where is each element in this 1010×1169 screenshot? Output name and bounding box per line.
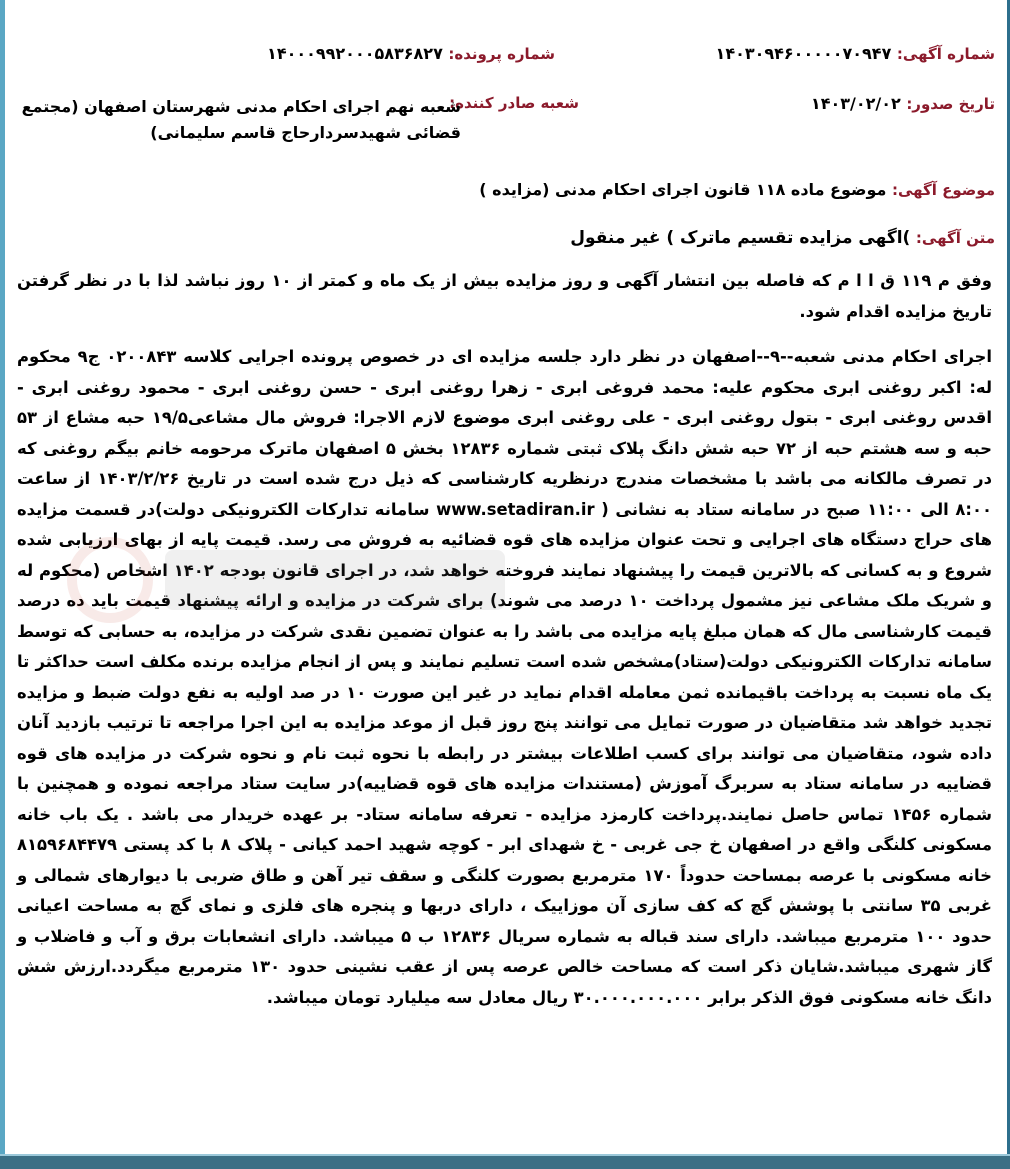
- issuing-branch-label: شعبه صادر کننده:: [449, 94, 579, 112]
- case-number-label: شماره پرونده:: [448, 45, 555, 63]
- issue-date-value: ۱۴۰۳/۰۲/۰۲: [810, 94, 901, 113]
- issuing-branch: [21, 94, 579, 154]
- subject-value: موضوع ماده ۱۱۸ قانون اجرای احکام مدنی (مزایده ): [479, 180, 887, 199]
- window-bottom-bar: [0, 1154, 1010, 1169]
- ad-number: [716, 44, 995, 63]
- subject-label: موضوع آگهی:: [891, 181, 995, 199]
- ad-text-value: )اگهی مزایده تقسیم ماترک ) غیر منقول: [570, 228, 911, 248]
- subject: [479, 180, 995, 199]
- case-number-value: ۱۴۰۰۰۹۹۲۰۰۰۵۸۳۶۸۲۷: [267, 44, 443, 63]
- ad-number-label: شماره آگهی:: [896, 45, 995, 63]
- ad-document: [5, 0, 1007, 1154]
- paragraph-notice: وفق م ۱۱۹ ق ا ا م که فاصله بین انتشار آگهی و روز مزایده بیش از یک ماه و کمتر از ۱۰ روز نباشد لذا با در نظر گرفتن تاریخ مزایده اقدام شود.: [17, 271, 992, 321]
- ad-number-value: ۱۴۰۳۰۹۴۶۰۰۰۰۰۷۰۹۴۷: [715, 44, 892, 63]
- ad-text: [570, 228, 995, 248]
- paragraph-auction-details: اجرای احکام مدنی شعبه--۹--اصفهان در نظر دارد جلسه مزایده ای در خصوص پرونده اجرایی کلاسه ۰۲۰۰۸۴۳ ج۹ محکوم له: اکبر روغنی ابری محکوم علیه: محمد فروغی ابری - زهرا روغنی ابری - حسن روغنی ابری - محمود روغنی ابری - اقدس روغنی ابری - بتول روغنی ابری - علی روغنی ابری موضوع لازم الاجرا: فروش مال مشاعی۱۹/۵ حبه مشاع از ۵۳ حبه و سه هشتم حبه از ۷۲ حبه شش دانگ پلاک ثبتی شماره ۱۲۸۳۶ بخش ۵ اصفهان ماترک مرحومه خانم بیگم روغنی که در تصرف مالکانه می باشد با مشخصات مندرج درنظریه کارشناسی که ذیل درج شده است در تاریخ ۱۴۰۳/۲/۲۶ از ساعت ۸:۰۰ الی ۱۱:۰۰ صبح در سامانه ستاد به نشانی ( www.setadiran.ir سامانه تدارکات الکترونیکی دولت)در قسمت مزایده های حراج دستگاه های اجرایی و تحت عنوان مزایده های قوه قضائیه به فروش می رسد. قیمت پایه از بهای ارزیابی شده شروع و به کسانی که بالاترین قیمت را پیشنهاد نمایند فروخته خواهد شد، در اجرای قانون بودجه ۱۴۰۲ اشخاص (محکوم له و شریک ملک مشاعی نیز مشمول پرداخت ۱۰ درصد می شوند) برای شرکت در مزایده و ارائه پیشنهاد قیمت باید ده درصد قیمت کارشناسی مال که همان مبلغ پایه مزایده می باشد را به عنوان تضمین نقدی شرکت در مزایده، به حسابی که توسط سامانه تدارکات الکترونیکی دولت(ستاد)مشخص شده است تسلیم نمایند و پس از انجام مزایده برنده مکلف است حداکثر تا یک ماه نسبت به پرداخت باقیمانده ثمن معامله اقدام نماید در غیر این صورت ۱۰ در صد اولیه به نفع دولت ضبط و مزایده تجدید خواهد شد متقاضیان در صورت تمایل می توانند پنج روز قبل از موعد مزایده به این اجرا مراجعه تا ترتیب بازدید آنان داده شود، متقاضیان می توانند برای کسب اطلاعات بیشتر در رابطه با نحوه ثبت نام و نحوه شرکت در مزایده های قوه قضاییه در سامانه ستاد به سربرگ آموزش (مستندات مزایده های قوه قضاییه)در سایت ستاد مراجعه نموده و همچنین با شماره ۱۴۵۶ تماس حاصل نمایند.پرداخت کارمزد مزایده - تعرفه سامانه ستاد- بر عهده خریدار می باشد . یک باب خانه مسکونی کلنگی واقع در اصفهان خ جی غربی - خ شهدای ابر - کوچه شهید احمد کیانی - پلاک ۸ با کد پستی ۸۱۵۹۶۸۴۴۷۹ خانه مسکونی با عرصه بمساحت حدوداً ۱۷۰ مترمربع بصورت کلنگی و سقف تیر آهن و طاق ضربی با دیوارهای شمالی و غربی ۳۵ سانتی با پوشش گچ که کف سازی آن موزاییک ، دارای دربها و پنجره های فلزی و نمای گچ به مساحت اعیانی حدود ۱۰۰ مترمربع میباشد. دارای سند قباله به شماره سریال ۱۲۸۳۶ ب ۵ میباشد. دارای انشعابات برق و آب و فاضلاب و گاز شهری میباشد.شایان ذکر است که مساحت خالص عرصه پس از عقب نشینی حدود ۱۳۰ مترمربع میگردد.ارزش شش دانگ خانه مسکونی فوق الذکر برابر ۳۰.۰۰۰.۰۰۰.۰۰۰ ریال معادل سه میلیارد تومان میباشد.: [17, 347, 993, 1007]
- issuing-branch-line1: شعبه نهم اجرای احکام مدنی شهرستان اصفهان (مجتمع: [21, 97, 461, 116]
- case-number: [267, 44, 555, 63]
- issue-date: [811, 94, 995, 113]
- issuing-branch-line2: قضائی شهیدسردارحاج قاسم سلیمانی): [150, 123, 461, 142]
- ad-text-label: متن آگهی:: [915, 229, 995, 247]
- issue-date-label: تاریخ صدور:: [906, 95, 995, 113]
